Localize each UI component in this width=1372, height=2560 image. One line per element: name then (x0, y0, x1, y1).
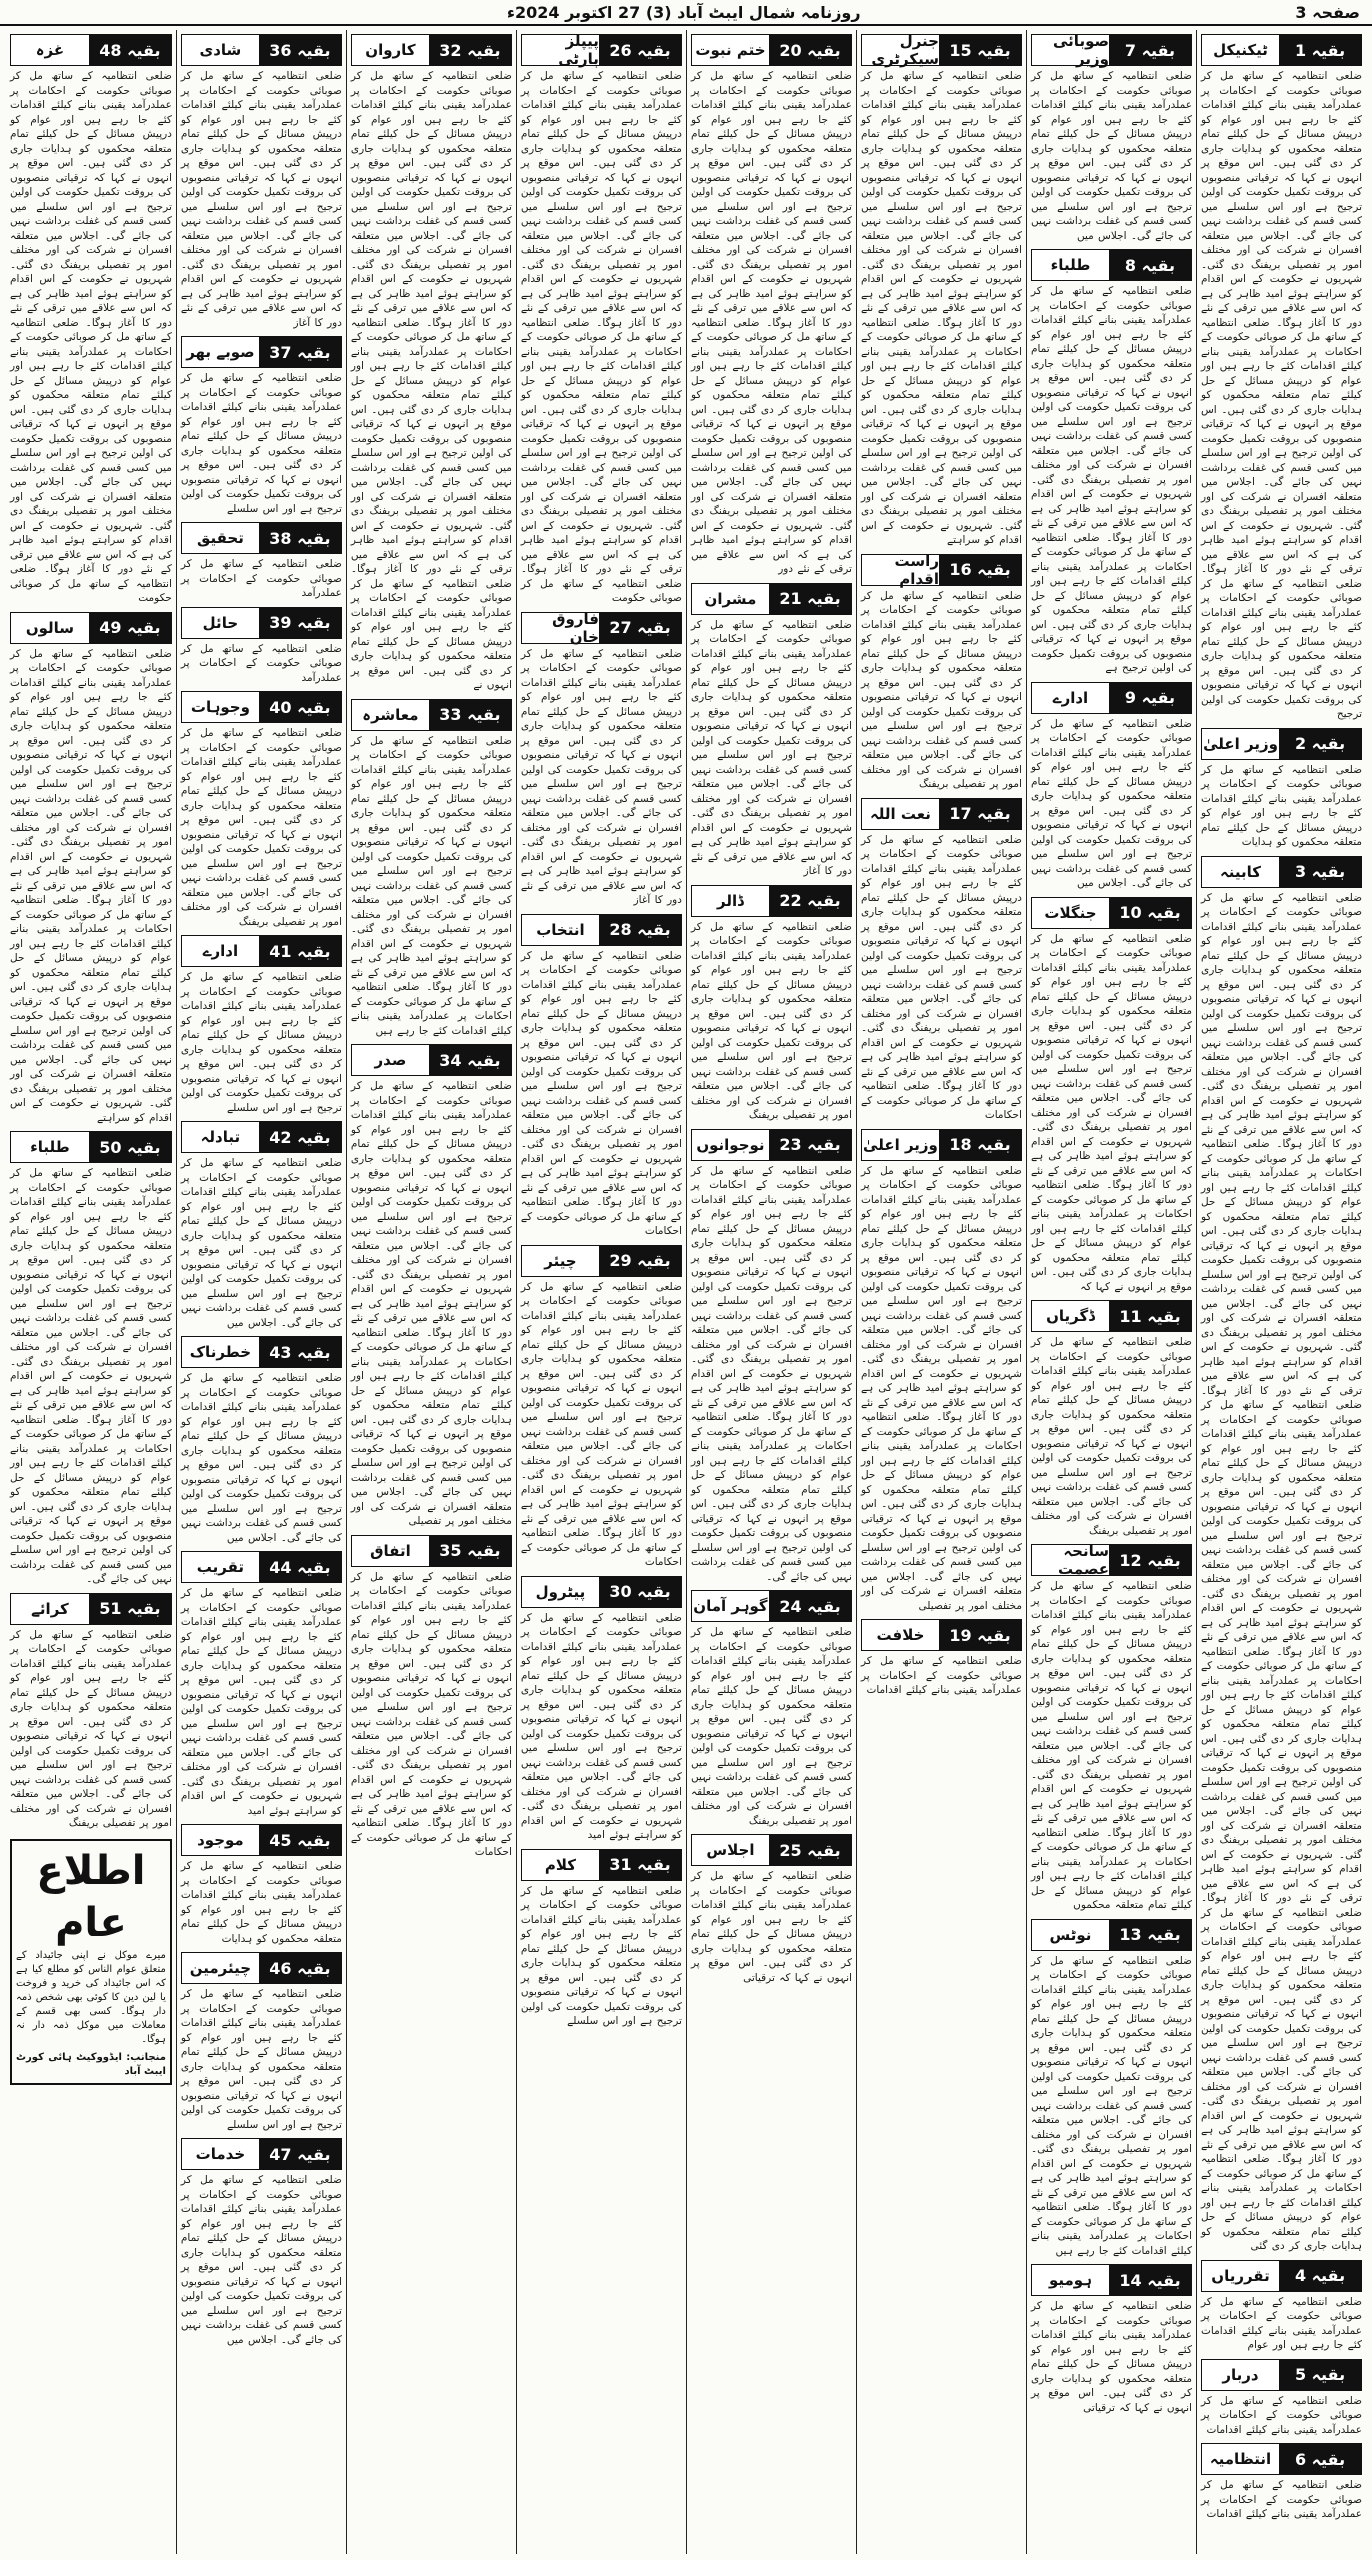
continuation-heading (351, 34, 512, 66)
article-text: ضلعی انتظامیہ کے ساتھ مل کر صوبائی حکومت کے احکامات پر عملدرآمد یقینی بنانے کیلئے اقدامات کئے جا رہے ہیں اور عوام کو درپیش مسائل کے حل کیلئے تمام متعلقہ محکموں کو ہدایات جاری کر دی گئی ہیں۔ اس موقع پر انہوں نے کہا کہ ترقیاتی منصوبوں کی بروقت تکمیل حکومت کی اولین ترجیح ہے اور اس سلسلے میں کسی قسم کی غفلت برداشت نہیں کی جائے گی۔ اجلاس میں متعلقہ افسران نے شرکت کی اور مختلف امور پر تفصیلی بریفنگ دی گئی۔ شہریوں نے حکومت کے اس اقدام کو سراہتے ہوئے امید ظاہر کی ہے کہ اس سے علاقے میں ترقی کے نئے دور کا آغاز ہوگا۔ ضلعی انتظامیہ کے ساتھ مل کر صوبائی حکومت کے احکامات پر عملدرآمد یقینی بنانے کیلئے اقدامات کئے جا رہے ہیں اور عوام کو درپیش مسائل کے حل کیلئے تمام متعلقہ محکموں کو ہدایات جاری کر دی گئی ہیں۔ اس موقع پر انہوں نے کہا کہ ترقیاتی منصوبوں کی بروقت تکمیل حکومت کی اولین ترجیح ہے اور اس سلسلے میں کسی قسم کی غفلت برداشت نہیں کی جائے گی۔ اجلاس میں متعلقہ افسران نے شرکت کی اور مختلف امور پر تفصیلی بریفنگ دی گئی۔ شہریوں نے حکومت کے اس اقدام کو سراہتے ہوئے امید ظاہر کی ہے کہ اس سے علاقے میں ترقی کے نئے دور کا آغاز ہوگا۔ ضلعی انتظامیہ کے ساتھ مل کر صوبائی حکومت کے احکامات پر عملدرآمد یقینی بنانے کیلئے اقدامات کئے جا رہے ہیں اور عوام کو درپیش مسائل کے حل کیلئے تمام متعلقہ محکموں کو ہدایات جاری کر دی گئی ہیں۔ اس موقع پر انہوں نے کہا کہ ترقیاتی منصوبوں کی بروقت تکمیل حکومت کی اولین ترجیح ہے اور اس سلسلے میں کسی قسم کی غفلت برداشت نہیں کی جائے گی۔ اجلاس میں متعلقہ افسران نے شرکت کی اور مختلف امور پر تفصیلی بریفنگ دی گئی۔ شہریوں نے حکومت کے اس اقدام کو سراہتے ہوئے امید ظاہر کی ہے کہ اس سے علاقے میں ترقی کے نئے دور کا آغاز ہوگا۔ ضلعی انتظامیہ کے ساتھ مل کر صوبائی حکومت کے احکامات پر عملدرآمد یقینی بنانے کیلئے اقدامات کئے جا رہے ہیں اور عوام کو درپیش مسائل کے حل کیلئے تمام متعلقہ محکموں کو ہدایات جاری کر دی گئی ہیں۔ اس موقع پر انہوں نے کہا کہ ترقیاتی منصوبوں کی بروقت تکمیل حکومت کی اولین ترجیح ہے اور اس سلسلے میں کسی قسم کی غفلت برداشت نہیں کی جائے گی۔ اجلاس میں متعلقہ افسران نے شرکت کی اور مختلف امور پر تفصیلی بریفنگ دی گئی۔ شہریوں نے حکومت کے اس اقدام کو سراہتے ہوئے امید ظاہر کی ہے کہ اس سے علاقے میں ترقی کے نئے دور کا آغاز ہوگا۔ ضلعی انتظامیہ کے ساتھ مل کر صوبائی حکومت کے احکامات پر عملدرآمد یقینی بنانے کیلئے اقدامات کئے جا رہے ہیں اور عوام کو درپیش مسائل کے حل کیلئے تمام متعلقہ محکموں کو ہدایات جاری کر دی گئی ہیں۔ اس موقع پر انہوں نے کہا کہ ترقیاتی منصوبوں کی بروقت تکمیل حکومت کی اولین ترجیح ہے اور اس سلسلے میں کسی قسم کی غفلت برداشت نہیں کی جائے گی۔ اجلاس میں متعلقہ افسران نے شرکت کی اور مختلف امور پر تفصیلی بریفنگ دی گئی۔ شہریوں نے حکومت کے اس اقدام کو سراہتے ہوئے امید ظاہر کی ہے کہ اس سے علاقے میں ترقی کے نئے دور کا آغاز ہوگا۔ ضلعی انتظامیہ کے ساتھ مل کر صوبائی حکومت کے احکامات پر عملدرآمد یقینی بنانے کیلئے اقدامات کئے جا رہے ہیں اور عوام کو درپیش مسائل کے حل کیلئے تمام متعلقہ محکموں کو ہدایات جاری کر دی گئی (1200, 891, 1362, 2252)
continuation-number: بقیہ 17 (939, 799, 1021, 829)
columns-grid (6, 30, 1366, 2554)
continuation-keyword: کرائے (11, 1594, 89, 1624)
article-text: ضلعی انتظامیہ کے ساتھ مل کر صوبائی حکومت کے احکامات پر عملدرآمد یقینی بنانے کیلئے اقدامات کئے جا رہے ہیں اور عوام کو درپیش مسائل کے حل کیلئے تمام متعلقہ محکموں کو ہدایات جاری کر دی گئی ہیں۔ اس موقع پر انہوں نے کہا کہ ترقیاتی منصوبوں کی بروقت تکمیل حکومت کی اولین ترجیح ہے اور اس سلسلے میں کسی قسم کی غفلت برداشت نہیں کی جائے گی۔ اجلاس میں متعلقہ افسران نے شرکت کی اور مختلف امور پر تفصیلی بریفنگ دی گئی۔ شہریوں نے حکومت کے اس اقدام کو سراہتے ہوئے امید ظاہر کی ہے کہ اس سے علاقے میں ترقی کے نئے دور کا آغاز ہوگا۔ ضلعی انتظامیہ کے ساتھ مل کر صوبائی حکومت کے احکامات پر عملدرآمد یقینی بنانے کیلئے اقدامات کئے جا رہے ہیں اور عوام کو درپیش مسائل کے حل کیلئے تمام متعلقہ محکموں کو ہدایات جاری کر دی گئی ہیں۔ اس موقع پر انہوں نے کہا کہ ترقیاتی منصوبوں کی بروقت تکمیل حکومت کی اولین ترجیح ہے اور اس سلسلے میں کسی قسم کی غفلت برداشت نہیں کی جائے گی۔ (690, 1164, 852, 1583)
continuation-heading (181, 1824, 342, 1856)
continuation-keyword: ادارے (182, 936, 259, 966)
continuation-number: بقیہ 19 (939, 1620, 1021, 1650)
article-text: ضلعی انتظامیہ کے ساتھ مل کر صوبائی حکومت کے احکامات پر عملدرآمد یقینی بنانے کیلئے اقدامات (860, 1655, 1022, 1696)
continuation-article (181, 691, 342, 929)
continuation-article (181, 935, 342, 1115)
continuation-article (181, 1121, 342, 1330)
continuation-heading (181, 522, 342, 554)
continuation-heading (1031, 34, 1192, 66)
article-text: ضلعی انتظامیہ کے ساتھ مل کر صوبائی حکومت کے احکامات پر عملدرآمد یقینی بنانے کیلئے اقدامات کئے جا رہے ہیں اور عوام کو درپیش مسائل کے حل کیلئے تمام متعلقہ محکموں کو ہدایات جاری کر دی گئی ہیں۔ اس موقع پر انہوں نے کہا کہ ترقیاتی منصوبوں کی بروقت تکمیل حکومت کی اولین ترجیح ہے اور اس سلسلے میں کسی قسم کی غفلت برداشت نہیں کی جائے گی۔ اجلاس میں متعلقہ افسران نے شرکت کی اور مختلف امور پر تفصیلی بریفنگ دی گئی۔ شہریوں نے حکومت کے اس اقدام کو سراہتے ہوئے امید (520, 1611, 682, 1841)
continuation-article (861, 34, 1022, 548)
continuation-number: بقیہ 48 (89, 35, 171, 65)
continuation-article (181, 1952, 342, 2132)
continuation-heading (181, 691, 342, 723)
continuation-article (10, 612, 172, 1126)
continuation-heading (181, 336, 342, 368)
continuation-keyword: اتفاق (352, 1536, 429, 1566)
article-text: ضلعی انتظامیہ کے ساتھ مل کر صوبائی حکومت کے احکامات پر عملدرآمد یقینی بنانے کیلئے اقدامات کئے جا رہے ہیں اور عوام کو درپیش مسائل کے حل کیلئے تمام متعلقہ محکموں کو ہدایات جاری کر دی گئی ہیں۔ اس موقع پر انہوں نے کہا کہ ترقیاتی منصوبوں کی بروقت تکمیل حکومت کی اولین ترجیح ہے اور اس سلسلے میں کسی قسم کی غفلت برداشت نہیں کی جائے گی۔ اجلاس میں متعلقہ افسران نے شرکت کی اور مختلف امور پر تفصیلی بریفنگ دی گئی۔ شہریوں نے حکومت کے اس اقدام کو سراہتے ہوئے امید ظاہر کی ہے کہ اس سے علاقے میں ترقی کے نئے دور کا آغاز ہوگا۔ ضلعی انتظامیہ کے ساتھ مل کر صوبائی حکومت کے احکامات (860, 833, 1022, 1121)
article-text: ضلعی انتظامیہ کے ساتھ مل کر صوبائی حکومت کے احکامات پر عملدرآمد یقینی بنانے کیلئے اقدامات (1200, 2394, 1362, 2436)
continuation-heading (691, 885, 852, 917)
continuation-number: بقیہ 25 (769, 1835, 851, 1865)
article-text: ضلعی انتظامیہ کے ساتھ مل کر صوبائی حکومت کے احکامات پر عملدرآمد یقینی بنانے کیلئے اقدامات کئے جا رہے ہیں اور عوام کو درپیش مسائل کے حل کیلئے تمام متعلقہ محکموں کو ہدایات جاری کر دی گئی ہیں۔ اس موقع پر انہوں نے کہا کہ ترقیاتی منصوبوں کی بروقت تکمیل حکومت کی اولین ترجیح ہے اور اس سلسلے (520, 1884, 682, 2027)
continuation-article (1201, 2443, 1362, 2522)
continuation-heading (1201, 2260, 1362, 2292)
article-text: ضلعی انتظامیہ کے ساتھ مل کر صوبائی حکومت کے احکامات پر عملدرآمد یقینی بنانے کیلئے اقدامات کئے جا رہے ہیں اور عوام (1200, 2295, 1362, 2351)
continuation-number: بقیہ 44 (259, 1552, 341, 1582)
continuation-keyword: فاروق خان (522, 613, 599, 643)
article-text: ضلعی انتظامیہ کے ساتھ مل کر صوبائی حکومت کے احکامات پر عملدرآمد یقینی بنانے کیلئے اقدامات کئے جا رہے ہیں اور عوام کو درپیش مسائل کے حل کیلئے تمام متعلقہ محکموں کو ہدایات جاری کر دی گئی ہیں۔ اس موقع پر انہوں نے کہا کہ ترقیاتی منصوبوں کی بروقت تکمیل حکومت کی اولین ترجیح ہے اور اس سلسلے میں کسی قسم کی غفلت برداشت نہیں کی جائے گی۔ اجلاس میں متعلقہ افسران نے شرکت کی اور مختلف امور پر تفصیلی بریفنگ دی گئی۔ شہریوں نے حکومت کے اس اقدام کو سراہتے ہوئے امید ظاہر کی ہے کہ اس سے علاقے میں ترقی کے نئے دور کا آغاز ہوگا۔ ضلعی انتظامیہ کے ساتھ مل کر صوبائی حکومت کے احکامات (520, 1280, 682, 1568)
public-notice-ad (10, 1839, 172, 2085)
continuation-number: بقیہ 51 (89, 1594, 171, 1624)
continuation-heading (10, 34, 172, 66)
article-text: ضلعی انتظامیہ کے ساتھ مل کر صوبائی حکومت کے احکامات پر عملدرآمد یقینی بنانے کیلئے اقدامات کئے جا رہے ہیں اور عوام کو درپیش مسائل کے حل کیلئے تمام متعلقہ محکموں کو ہدایات جاری کر دی گئی ہیں۔ اس موقع پر انہوں نے کہا کہ ترقیاتی منصوبوں کی بروقت تکمیل حکومت کی اولین ترجیح ہے اور اس سلسلے میں کسی قسم کی غفلت برداشت نہیں کی جائے گی۔ اجلاس میں متعلقہ افسران نے شرکت کی اور مختلف امور پر تفصیلی بریفنگ دی گئی۔ شہریوں نے حکومت کے اس اقدام کو سراہتے ہوئے امید ظاہر کی ہے کہ اس سے علاقے میں ترقی کے نئے دور کا آغاز ہوگا۔ ضلعی انتظامیہ کے ساتھ مل کر صوبائی حکومت کے احکامات پر عملدرآمد یقینی بنانے کیلئے اقدامات کئے جا رہے ہیں اور عوام کو درپیش مسائل کے حل کیلئے تمام متعلقہ محکموں کو ہدایات جاری کر دی گئی ہیں۔ اس موقع پر انہوں نے کہا کہ ترقیاتی منصوبوں کی بروقت تکمیل حکومت کی اولین ترجیح ہے اور اس سلسلے میں کسی قسم کی غفلت برداشت نہیں کی جائے گی۔ اجلاس میں متعلقہ افسران نے شرکت کی اور مختلف امور پر تفصیلی بریفنگ دی گئی۔ شہریوں نے حکومت کے اس اقدام کو سراہتے ہوئے امید ظاہر کی ہے کہ اس سے علاقے میں ترقی کے نئے دور کا آغاز ہوگا۔ ضلعی انتظامیہ کے ساتھ مل کر صوبائی حکومت کے احکامات پر عملدرآمد یقینی بنانے کیلئے اقدامات کئے جا رہے ہیں اور عوام کو درپیش مسائل کے حل کیلئے تمام متعلقہ محکموں کو ہدایات جاری کر دی گئی ہیں۔ اس موقع پر انہوں نے (350, 70, 512, 691)
continuation-heading (861, 1619, 1022, 1651)
continuation-keyword: کاروان (352, 35, 429, 65)
continuation-keyword: ختم نبوت (692, 35, 769, 65)
continuation-keyword: ہومیو (1032, 2265, 1109, 2295)
article-text: ضلعی انتظامیہ کے ساتھ مل کر صوبائی حکومت کے احکامات پر عملدرآمد یقینی بنانے کیلئے اقدامات کئے جا رہے ہیں اور عوام کو درپیش مسائل کے حل کیلئے تمام متعلقہ محکموں کو ہدایات جاری کر دی گئی ہیں۔ اس موقع پر انہوں نے کہا کہ ترقیاتی منصوبوں کی بروقت تکمیل حکومت کی اولین ترجیح ہے اور اس سلسلے میں کسی قسم کی غفلت برداشت نہیں کی جائے گی۔ اجلاس میں متعلقہ افسران نے شرکت کی اور مختلف امور پر تفصیلی بریفنگ دی گئی۔ شہریوں نے حکومت کے اس اقدام کو سراہتے ہوئے امید ظاہر کی ہے کہ اس سے علاقے میں ترقی کے نئے دور کا آغاز (520, 647, 682, 906)
article-text: ضلعی انتظامیہ کے ساتھ مل کر صوبائی حکومت کے احکامات پر عملدرآمد (180, 642, 342, 684)
continuation-keyword: سانحہ عصمت (1032, 1545, 1109, 1575)
article-text: ضلعی انتظامیہ کے ساتھ مل کر صوبائی حکومت کے احکامات پر عملدرآمد یقینی بنانے کیلئے اقدامات (1200, 2479, 1362, 2520)
article-text: ضلعی انتظامیہ کے ساتھ مل کر صوبائی حکومت کے احکامات پر عملدرآمد (180, 558, 342, 599)
continuation-number: بقیہ 27 (599, 613, 681, 643)
masthead-title: روزنامہ شمال ایبٹ آباد (3) 27 اکتوبر 2024ء (506, 2, 861, 22)
continuation-article (521, 34, 682, 606)
continuation-keyword: ڈالر (692, 886, 769, 916)
masthead-date: 27 اکتوبر 2024ء (506, 2, 641, 22)
column-1 (1196, 30, 1366, 2554)
continuation-number: بقیہ 9 (1109, 683, 1191, 713)
continuation-heading (1031, 1544, 1192, 1576)
continuation-article (351, 1044, 512, 1529)
continuation-keyword: دربار (1202, 2360, 1279, 2390)
continuation-article (181, 336, 342, 516)
continuation-heading (1031, 897, 1192, 929)
continuation-number: بقیہ 35 (429, 1536, 511, 1566)
continuation-keyword: اجلاس (692, 1835, 769, 1865)
continuation-heading (521, 1245, 682, 1277)
continuation-article (861, 1619, 1022, 1698)
column-4 (686, 30, 856, 2554)
column-2 (1026, 30, 1196, 2554)
article-text: ضلعی انتظامیہ کے ساتھ مل کر صوبائی حکومت کے احکامات پر عملدرآمد یقینی بنانے کیلئے اقدامات کئے جا رہے ہیں اور عوام کو درپیش مسائل کے حل کیلئے تمام متعلقہ محکموں کو ہدایات جاری کر دی گئی ہیں۔ اس موقع پر انہوں نے کہا کہ ترقیاتی منصوبوں کی بروقت تکمیل حکومت کی اولین ترجیح ہے اور اس سلسلے میں کسی قسم کی غفلت برداشت نہیں کی جائے گی۔ اجلاس میں (180, 1372, 342, 1544)
article-text: ضلعی انتظامیہ کے ساتھ مل کر صوبائی حکومت کے احکامات پر عملدرآمد یقینی بنانے کیلئے اقدامات کئے جا رہے ہیں اور عوام کو درپیش مسائل کے حل کیلئے تمام متعلقہ محکموں کو ہدایات جاری کر دی گئی ہیں۔ اس موقع پر انہوں نے کہا کہ ترقیاتی منصوبوں کی بروقت تکمیل حکومت کی اولین ترجیح ہے اور اس سلسلے میں کسی قسم کی غفلت برداشت نہیں کی جائے گی۔ اجلاس میں (1030, 70, 1192, 242)
notice-body: میرے موکل نے اپنی جائیداد کے متعلق عوام الناس کو مطلع کیا ہے کہ اس جائیداد کی خرید و فروخت یا لین دین کا کوئی بھی شخص ذمہ دار ہوگا۔ کسی بھی قسم کے معاملات میں موکل ذمہ دار نہ ہوگا۔ (16, 1949, 166, 2045)
continuation-heading (181, 607, 342, 639)
continuation-heading (181, 1336, 342, 1368)
continuation-heading (691, 1590, 852, 1622)
column-7 (176, 30, 346, 2554)
continuation-heading (181, 1952, 342, 1984)
article-text: ضلعی انتظامیہ کے ساتھ مل کر صوبائی حکومت کے احکامات پر عملدرآمد یقینی بنانے کیلئے اقدامات کئے جا رہے ہیں اور عوام کو درپیش مسائل کے حل کیلئے تمام متعلقہ محکموں کو ہدایات جاری کر دی گئی ہیں۔ اس موقع پر انہوں نے کہا کہ ترقیاتی منصوبوں کی بروقت تکمیل حکومت کی اولین ترجیح ہے اور اس سلسلے میں کسی قسم کی غفلت برداشت نہیں کی جائے گی۔ اجلاس میں متعلقہ افسران نے شرکت کی اور مختلف امور پر تفصیلی بریفنگ دی گئی۔ شہریوں نے حکومت کے اس اقدام کو سراہتے ہوئے امید (180, 1587, 342, 1817)
continuation-article (691, 885, 852, 1123)
continuation-number: بقیہ 7 (1109, 35, 1191, 65)
continuation-number: بقیہ 3 (1279, 857, 1361, 887)
continuation-keyword: صوبے بھر (182, 337, 259, 367)
continuation-number: بقیہ 2 (1279, 729, 1361, 759)
continuation-article (691, 34, 852, 577)
continuation-article (521, 914, 682, 1239)
continuation-heading (861, 1129, 1022, 1161)
continuation-keyword: غزہ (11, 35, 89, 65)
continuation-keyword: شادی (182, 35, 259, 65)
continuation-heading (351, 699, 512, 731)
continuation-keyword: ٹیکنیکل (1202, 35, 1279, 65)
continuation-heading (10, 612, 172, 644)
continuation-keyword: وزیر اعلیٰ (862, 1130, 939, 1160)
continuation-keyword: طلباء (11, 1132, 89, 1162)
continuation-number: بقیہ 37 (259, 337, 341, 367)
continuation-heading (1031, 1919, 1192, 1951)
continuation-keyword: تحقیق (182, 523, 259, 553)
continuation-heading (1031, 682, 1192, 714)
continuation-number: بقیہ 30 (599, 1577, 681, 1607)
continuation-article (1201, 728, 1362, 850)
article-text: ضلعی انتظامیہ کے ساتھ مل کر صوبائی حکومت کے احکامات پر عملدرآمد یقینی بنانے کیلئے اقدامات کئے جا رہے ہیں اور عوام کو درپیش مسائل کے حل کیلئے تمام متعلقہ محکموں کو ہدایات جاری کر دی گئی ہیں۔ اس موقع پر انہوں نے کہا کہ ترقیاتی منصوبوں کی بروقت تکمیل حکومت کی اولین ترجیح ہے اور اس سلسلے میں کسی قسم کی غفلت برداشت نہیں کی جائے گی۔ اجلاس میں متعلقہ افسران نے شرکت کی اور مختلف امور پر تفصیلی بریفنگ (860, 589, 1022, 790)
continuation-article (1031, 34, 1192, 243)
article-text: ضلعی انتظامیہ کے ساتھ مل کر صوبائی حکومت کے احکامات پر عملدرآمد یقینی بنانے کیلئے اقدامات کئے جا رہے ہیں اور عوام کو درپیش مسائل کے حل کیلئے تمام متعلقہ محکموں کو ہدایات جاری کر دی گئی ہیں۔ اس موقع پر انہوں نے کہا کہ ترقیاتی منصوبوں کی بروقت تکمیل حکومت کی اولین ترجیح ہے اور اس سلسلے میں کسی قسم کی غفلت برداشت نہیں کی جائے گی۔ اجلاس میں متعلقہ افسران نے شرکت کی اور مختلف امور پر تفصیلی بریفنگ (1030, 1336, 1192, 1537)
continuation-heading (1201, 34, 1362, 66)
continuation-article (521, 1245, 682, 1570)
continuation-article (521, 1849, 682, 2029)
continuation-number: بقیہ 46 (259, 1953, 341, 1983)
continuation-keyword: چیئر (522, 1246, 599, 1276)
article-text: ضلعی انتظامیہ کے ساتھ مل کر صوبائی حکومت کے احکامات پر عملدرآمد یقینی بنانے کیلئے اقدامات کئے جا رہے ہیں اور عوام کو درپیش مسائل کے حل کیلئے تمام متعلقہ محکموں کو ہدایات جاری کر دی گئی ہیں۔ اس موقع پر انہوں نے کہا کہ ترقیاتی منصوبوں کی بروقت تکمیل حکومت کی اولین ترجیح ہے اور اس سلسلے میں کسی قسم کی غفلت برداشت نہیں کی جائے گی۔ اجلاس میں متعلقہ افسران نے شرکت کی اور مختلف امور پر تفصیلی بریفنگ دی گئی۔ شہریوں نے حکومت کے اس اقدام کو سراہتے ہوئے امید ظاہر کی ہے کہ اس سے علاقے میں ترقی کے نئے دور کا آغاز ہوگا۔ ضلعی انتظامیہ کے ساتھ مل کر صوبائی حکومت کے احکامات پر عملدرآمد یقینی بنانے کیلئے اقدامات کئے جا رہے ہیں (1030, 1954, 1192, 2257)
article-text: ضلعی انتظامیہ کے ساتھ مل کر صوبائی حکومت کے احکامات پر عملدرآمد یقینی بنانے کیلئے اقدامات کئے جا رہے ہیں اور عوام کو درپیش مسائل کے حل کیلئے تمام متعلقہ محکموں کو ہدایات جاری کر دی گئی ہیں۔ اس موقع پر انہوں نے کہا کہ ترقیاتی منصوبوں کی بروقت تکمیل حکومت کی اولین ترجیح ہے اور اس سلسلے میں کسی قسم کی غفلت برداشت نہیں کی جائے گی۔ اجلاس میں متعلقہ افسران نے شرکت کی اور مختلف امور پر تفصیلی بریفنگ دی گئی۔ شہریوں نے حکومت کے اس اقدام کو سراہتے ہوئے امید ظاہر کی ہے کہ اس سے علاقے میں ترقی کے نئے دور کا آغاز ہوگا۔ ضلعی انتظامیہ کے ساتھ مل کر صوبائی حکومت کے احکامات پر عملدرآمد یقینی بنانے کیلئے اقدامات کئے جا رہے ہیں اور عوام کو درپیش مسائل کے حل کیلئے تمام متعلقہ محکموں کو ہدایات جاری کر دی گئی ہیں۔ اس موقع پر انہوں نے کہا کہ ترقیاتی منصوبوں کی بروقت تکمیل حکومت کی اولین ترجیح ہے اور اس سلسلے میں کسی قسم کی غفلت برداشت نہیں کی جائے گی۔ (10, 1167, 172, 1585)
continuation-keyword: نوٹس (1032, 1920, 1109, 1950)
page-number: صفحہ 3 (1295, 2, 1360, 22)
continuation-article (1031, 1300, 1192, 1538)
continuation-keyword: تقریب (182, 1552, 259, 1582)
article-text: ضلعی انتظامیہ کے ساتھ مل کر صوبائی حکومت کے احکامات پر عملدرآمد یقینی بنانے کیلئے اقدامات کئے جا رہے ہیں اور عوام کو درپیش مسائل کے حل کیلئے تمام متعلقہ محکموں کو ہدایات جاری کر دی گئی ہیں۔ اس موقع پر انہوں نے کہا کہ ترقیاتی منصوبوں کی بروقت تکمیل حکومت کی اولین ترجیح ہے اور اس سلسلے میں کسی قسم کی غفلت برداشت نہیں کی جائے گی۔ اجلاس میں متعلقہ افسران نے شرکت کی اور مختلف امور پر تفصیلی بریفنگ دی گئی۔ شہریوں نے حکومت کے اس اقدام کو سراہتے ہوئے امید ظاہر کی ہے کہ اس سے علاقے میں ترقی کے نئے دور کا آغاز ہوگا۔ ضلعی انتظامیہ کے ساتھ مل کر صوبائی حکومت کے احکامات (520, 949, 682, 1237)
continuation-keyword: انتخاب (522, 915, 599, 945)
continuation-article (351, 1535, 512, 1860)
continuation-keyword: مشران (692, 584, 769, 614)
article-text: ضلعی انتظامیہ کے ساتھ مل کر صوبائی حکومت کے احکامات پر عملدرآمد یقینی بنانے کیلئے اقدامات کئے جا رہے ہیں اور عوام کو درپیش مسائل کے حل کیلئے تمام متعلقہ محکموں کو ہدایات جاری کر دی گئی ہیں۔ اس موقع پر انہوں نے کہا کہ ترقیاتی منصوبوں کی بروقت تکمیل حکومت کی اولین ترجیح ہے اور اس سلسلے (180, 1988, 342, 2131)
continuation-keyword: ادارے (1032, 683, 1109, 713)
continuation-keyword: پیپلز پارٹی (522, 35, 599, 65)
continuation-number: بقیہ 49 (89, 613, 171, 643)
continuation-heading (181, 34, 342, 66)
continuation-heading (1031, 2264, 1192, 2296)
continuation-article (520, 609, 682, 908)
continuation-article (1201, 2359, 1362, 2438)
continuation-heading (521, 1576, 682, 1608)
continuation-article (691, 1129, 852, 1585)
continuation-number: بقیہ 21 (769, 584, 851, 614)
continuation-article (1201, 2260, 1362, 2353)
article-text: ضلعی انتظامیہ کے ساتھ مل کر صوبائی حکومت کے احکامات پر عملدرآمد یقینی بنانے کیلئے اقدامات کئے جا رہے ہیں اور عوام کو درپیش مسائل کے حل کیلئے تمام متعلقہ محکموں کو ہدایات جاری کر دی گئی ہیں۔ اس موقع پر انہوں نے کہا کہ ترقیاتی منصوبوں کی بروقت تکمیل حکومت کی اولین ترجیح ہے اور اس سلسلے میں کسی قسم کی غفلت برداشت نہیں کی جائے گی۔ اجلاس میں متعلقہ افسران نے شرکت کی اور مختلف امور پر تفصیلی بریفنگ دی گئی۔ شہریوں نے حکومت کے اس اقدام کو سراہتے ہوئے امید ظاہر کی ہے کہ اس سے علاقے میں ترقی کے نئے دور کا آغاز ہوگا۔ ضلعی انتظامیہ کے ساتھ مل کر صوبائی حکومت کے احکامات (350, 1570, 512, 1858)
continuation-heading (181, 1121, 342, 1153)
masthead (0, 0, 1372, 26)
continuation-heading (1031, 1300, 1192, 1332)
masthead-page-index: (3) (645, 2, 672, 22)
continuation-article (181, 2138, 342, 2347)
article-text: ضلعی انتظامیہ کے ساتھ مل کر صوبائی حکومت کے احکامات پر عملدرآمد یقینی بنانے کیلئے اقدامات کئے جا رہے ہیں اور عوام کو درپیش مسائل کے حل کیلئے تمام متعلقہ محکموں کو ہدایات جاری کر دی گئی ہیں۔ اس موقع پر انہوں نے کہا کہ ترقیاتی منصوبوں کی بروقت تکمیل حکومت کی اولین ترجیح ہے اور اس سلسلے میں کسی قسم کی غفلت برداشت نہیں کی جائے گی۔ اجلاس میں متعلقہ افسران نے شرکت کی اور مختلف امور پر تفصیلی بریفنگ دی گئی۔ شہریوں نے حکومت کے اس اقدام کو سراہتے ہوئے امید ظاہر کی ہے کہ اس سے علاقے میں ترقی کے نئے دور کا آغاز ہوگا۔ ضلعی انتظامیہ کے ساتھ مل کر صوبائی حکومت کے احکامات پر عملدرآمد یقینی بنانے کیلئے اقدامات کئے جا رہے ہیں اور عوام کو درپیش مسائل کے حل کیلئے تمام متعلقہ محکموں کو ہدایات جاری کر دی گئی ہیں۔ اس موقع پر انہوں نے کہا کہ (1030, 932, 1192, 1293)
continuation-article (181, 607, 342, 686)
continuation-heading (521, 914, 682, 946)
continuation-heading (181, 935, 342, 967)
continuation-article (181, 34, 342, 330)
continuation-heading (1201, 856, 1362, 888)
notice-title: اطلاع عام (36, 1847, 146, 1946)
continuation-number: بقیہ 28 (599, 915, 681, 945)
continuation-keyword: خلافت (862, 1620, 939, 1650)
continuation-number: بقیہ 6 (1279, 2444, 1361, 2474)
article-text: ضلعی انتظامیہ کے ساتھ مل کر صوبائی حکومت کے احکامات پر عملدرآمد یقینی بنانے کیلئے اقدامات کئے جا رہے ہیں اور عوام کو درپیش مسائل کے حل کیلئے تمام متعلقہ محکموں کو ہدایات (180, 1860, 342, 1945)
continuation-article (1201, 34, 1362, 722)
continuation-heading (181, 2138, 342, 2170)
continuation-number: بقیہ 26 (599, 35, 681, 65)
continuation-number: بقیہ 36 (259, 35, 341, 65)
continuation-number: بقیہ 20 (769, 35, 851, 65)
continuation-heading (521, 34, 682, 66)
continuation-keyword: صوبائی وزیر (1032, 35, 1109, 65)
article-text: ضلعی انتظامیہ کے ساتھ مل کر صوبائی حکومت کے احکامات پر عملدرآمد یقینی بنانے کیلئے اقدامات کئے جا رہے ہیں اور عوام کو درپیش مسائل کے حل کیلئے تمام متعلقہ محکموں کو ہدایات جاری کر دی گئی ہیں۔ اس موقع پر انہوں نے کہا کہ ترقیاتی منصوبوں کی بروقت تکمیل حکومت کی اولین ترجیح ہے اور اس سلسلے میں کسی قسم کی غفلت برداشت نہیں کی جائے گی۔ اجلاس میں متعلقہ افسران نے شرکت کی اور مختلف امور پر تفصیلی بریفنگ دی گئی۔ شہریوں نے حکومت کے اس اقدام کو سراہتے ہوئے امید ظاہر کی ہے کہ اس سے علاقے میں ترقی کے نئے دور کا آغاز (180, 70, 342, 329)
continuation-number: بقیہ 47 (259, 2139, 341, 2169)
continuation-number: بقیہ 43 (259, 1337, 341, 1367)
continuation-keyword: حائل (182, 608, 259, 638)
continuation-keyword: پیٹرول (522, 1577, 599, 1607)
continuation-number: بقیہ 10 (1109, 898, 1191, 928)
continuation-article (1031, 897, 1192, 1295)
continuation-heading (691, 1834, 852, 1866)
article-text: ضلعی انتظامیہ کے ساتھ مل کر صوبائی حکومت کے احکامات پر عملدرآمد یقینی بنانے کیلئے اقدامات کئے جا رہے ہیں اور عوام کو درپیش مسائل کے حل کیلئے تمام متعلقہ محکموں کو ہدایات جاری کر دی گئی ہیں۔ اس موقع پر انہوں نے کہا کہ ترقیاتی منصوبوں کی بروقت تکمیل حکومت کی اولین ترجیح ہے اور اس سلسلے میں کسی قسم کی غفلت برداشت نہیں کی جائے گی۔ اجلاس میں متعلقہ افسران نے شرکت کی اور مختلف امور پر تفصیلی بریفنگ دی گئی۔ شہریوں نے حکومت کے اس اقدام کو سراہتے ہوئے امید ظاہر کی ہے کہ اس سے علاقے میں ترقی کے نئے دور کا آغاز ہوگا۔ ضلعی انتظامیہ کے ساتھ مل کر صوبائی حکومت کے احکامات پر عملدرآمد یقینی بنانے کیلئے اقدامات کئے جا رہے ہیں اور عوام کو درپیش مسائل کے حل کیلئے تمام متعلقہ محکموں کو ہدایات جاری کر دی گئی ہیں۔ اس موقع پر انہوں نے کہا کہ ترقیاتی منصوبوں کی بروقت تکمیل حکومت کی اولین ترجیح ہے اور اس سلسلے میں کسی قسم کی غفلت برداشت نہیں کی جائے گی۔ اجلاس میں متعلقہ افسران نے شرکت کی اور مختلف امور پر تفصیلی (860, 1164, 1022, 1612)
continuation-article (691, 583, 852, 879)
continuation-number: بقیہ 5 (1279, 2360, 1361, 2390)
continuation-heading (351, 1535, 512, 1567)
column-6 (346, 30, 516, 2554)
continuation-keyword: چیئرمین (182, 1953, 259, 1983)
continuation-article (861, 1129, 1022, 1614)
column-8 (6, 30, 176, 2554)
continuation-number: بقیہ 29 (599, 1246, 681, 1276)
continuation-heading (351, 1044, 512, 1076)
article-text: ضلعی انتظامیہ کے ساتھ مل کر صوبائی حکومت کے احکامات پر عملدرآمد یقینی بنانے کیلئے اقدامات کئے جا رہے ہیں اور عوام کو درپیش مسائل کے حل کیلئے تمام متعلقہ محکموں کو ہدایات جاری کر دی گئی ہیں۔ اس موقع پر انہوں نے کہا کہ ترقیاتی (690, 1870, 852, 1984)
continuation-number: بقیہ 1 (1279, 35, 1361, 65)
continuation-heading (861, 551, 1022, 588)
continuation-number: بقیہ 33 (429, 700, 511, 730)
article-text: ضلعی انتظامیہ کے ساتھ مل کر صوبائی حکومت کے احکامات پر عملدرآمد یقینی بنانے کیلئے اقدامات کئے جا رہے ہیں اور عوام کو درپیش مسائل کے حل کیلئے تمام متعلقہ محکموں کو ہدایات جاری کر دی گئی ہیں۔ اس موقع پر انہوں نے کہا کہ ترقیاتی منصوبوں کی بروقت تکمیل حکومت کی اولین ترجیح ہے اور اس سلسلے (180, 372, 342, 515)
continuation-number: بقیہ 41 (259, 936, 341, 966)
continuation-heading (861, 34, 1022, 66)
continuation-article (1031, 2264, 1192, 2415)
continuation-heading (691, 583, 852, 615)
continuation-number: بقیہ 4 (1279, 2261, 1361, 2291)
continuation-keyword: گوہر آمان (692, 1591, 769, 1621)
continuation-keyword: خدمات (182, 2139, 259, 2169)
continuation-article (181, 1824, 342, 1946)
continuation-keyword: صدر (352, 1045, 429, 1075)
continuation-article (351, 34, 512, 693)
continuation-number: بقیہ 45 (259, 1825, 341, 1855)
continuation-heading (861, 798, 1022, 830)
continuation-keyword: راست اقدام (862, 555, 939, 585)
continuation-heading (521, 1849, 682, 1881)
article-text: ضلعی انتظامیہ کے ساتھ مل کر صوبائی حکومت کے احکامات پر عملدرآمد یقینی بنانے کیلئے اقدامات کئے جا رہے ہیں اور عوام کو درپیش مسائل کے حل کیلئے تمام متعلقہ محکموں کو ہدایات جاری کر دی گئی ہیں۔ اس موقع پر انہوں نے کہا کہ ترقیاتی منصوبوں کی بروقت تکمیل حکومت کی اولین ترجیح ہے اور اس سلسلے میں کسی قسم کی غفلت برداشت نہیں کی جائے گی۔ اجلاس میں متعلقہ افسران نے شرکت کی اور مختلف امور پر تفصیلی بریفنگ دی گئی۔ شہریوں نے حکومت کے اس اقدام کو سراہتے ہوئے امید ظاہر کی ہے کہ اس سے علاقے میں ترقی کے نئے دور کا آغاز ہوگا۔ ضلعی انتظامیہ کے ساتھ مل کر صوبائی حکومت کے احکامات پر عملدرآمد یقینی بنانے کیلئے اقدامات کئے جا رہے ہیں اور عوام کو درپیش مسائل کے حل کیلئے تمام متعلقہ محکموں کو ہدایات جاری کر دی گئی ہیں۔ اس موقع پر انہوں نے کہا کہ ترقیاتی منصوبوں کی بروقت تکمیل حکومت کی اولین ترجیح ہے اور اس سلسلے میں کسی قسم کی غفلت برداشت نہیں کی جائے گی۔ اجلاس میں متعلقہ افسران نے شرکت کی اور مختلف امور پر تفصیلی بریفنگ دی گئی۔ شہریوں نے حکومت کے اس اقدام کو سراہتے ہوئے امید ظاہر کی ہے کہ اس سے علاقے میں ترقی کے نئے دور کا آغاز ہوگا۔ ضلعی انتظامیہ کے ساتھ مل کر صوبائی حکومت (520, 70, 682, 604)
notice-signature: منجانب: ایڈووکیٹ ہائی کورٹ ایبٹ آباد (16, 2051, 166, 2077)
continuation-number: بقیہ 23 (769, 1130, 851, 1160)
continuation-heading (691, 1129, 852, 1161)
continuation-heading (691, 34, 852, 66)
article-text: ضلعی انتظامیہ کے ساتھ مل کر صوبائی حکومت کے احکامات پر عملدرآمد یقینی بنانے کیلئے اقدامات کئے جا رہے ہیں اور عوام کو درپیش مسائل کے حل کیلئے تمام متعلقہ محکموں کو ہدایات جاری کر دی گئی ہیں۔ اس موقع پر انہوں نے کہا کہ ترقیاتی (1030, 2300, 1192, 2414)
continuation-article (861, 798, 1022, 1123)
continuation-heading (521, 609, 682, 646)
article-text: ضلعی انتظامیہ کے ساتھ مل کر صوبائی حکومت کے احکامات پر عملدرآمد یقینی بنانے کیلئے اقدامات کئے جا رہے ہیں اور عوام کو درپیش مسائل کے حل کیلئے تمام متعلقہ محکموں کو ہدایات جاری کر دی گئی ہیں۔ اس موقع پر انہوں نے کہا کہ ترقیاتی منصوبوں کی بروقت تکمیل حکومت کی اولین ترجیح ہے اور اس سلسلے میں کسی قسم کی غفلت برداشت نہیں کی جائے گی۔ اجلاس میں متعلقہ افسران نے شرکت کی اور مختلف امور پر تفصیلی بریفنگ دی گئی۔ شہریوں نے حکومت کے اس اقدام کو سراہتے ہوئے امید ظاہر کی ہے کہ اس سے علاقے میں ترقی کے نئے دور کا آغاز ہوگا۔ ضلعی انتظامیہ کے ساتھ مل کر صوبائی حکومت کے احکامات پر عملدرآمد یقینی بنانے کیلئے اقدامات کئے جا رہے ہیں اور عوام کو درپیش مسائل کے حل کیلئے تمام متعلقہ محکموں کو ہدایات جاری کر دی گئی ہیں۔ اس موقع پر انہوں نے کہا کہ ترقیاتی منصوبوں کی بروقت تکمیل حکومت کی اولین ترجیح ہے اور اس سلسلے میں کسی قسم کی غفلت برداشت نہیں کی جائے گی۔ اجلاس میں متعلقہ افسران نے شرکت کی اور مختلف امور پر تفصیلی بریفنگ دی گئی۔ شہریوں نے حکومت کے اس اقدام کو سراہتے ہوئے امید ظاہر کی ہے کہ اس سے علاقے میں ترقی کے نئے دور کا آغاز ہوگا۔ ضلعی انتظامیہ کے ساتھ مل کر صوبائی حکومت کے احکامات پر عملدرآمد یقینی بنانے کیلئے اقدامات کئے جا رہے ہیں اور عوام کو درپیش مسائل کے حل کیلئے تمام متعلقہ محکموں کو ہدایات جاری کر دی گئی ہیں۔ اس موقع پر انہوں نے کہا کہ ترقیاتی منصوبوں کی بروقت تکمیل حکومت کی اولین ترجیح (1200, 70, 1362, 720)
continuation-heading (10, 1131, 172, 1163)
continuation-article (521, 1576, 682, 1843)
continuation-number: بقیہ 38 (259, 523, 341, 553)
continuation-keyword: وجوہات (182, 692, 259, 722)
continuation-keyword: جنرل سیکرٹری (862, 35, 939, 65)
article-text: ضلعی انتظامیہ کے ساتھ مل کر صوبائی حکومت کے احکامات پر عملدرآمد یقینی بنانے کیلئے اقدامات کئے جا رہے ہیں اور عوام کو درپیش مسائل کے حل کیلئے تمام متعلقہ محکموں کو ہدایات جاری کر دی گئی ہیں۔ اس موقع پر انہوں نے کہا کہ ترقیاتی منصوبوں کی بروقت تکمیل حکومت کی اولین ترجیح ہے اور اس سلسلے میں کسی قسم کی غفلت برداشت نہیں کی جائے گی۔ اجلاس میں متعلقہ افسران نے شرکت کی اور مختلف امور پر تفصیلی بریفنگ (690, 920, 852, 1121)
continuation-heading (1031, 249, 1192, 281)
continuation-keyword: کابینہ (1202, 857, 1279, 887)
continuation-number: بقیہ 40 (259, 692, 341, 722)
continuation-article (1031, 249, 1192, 676)
continuation-keyword: وزیر اعلیٰ (1202, 729, 1279, 759)
continuation-article (10, 1593, 172, 1831)
continuation-number: بقیہ 22 (769, 886, 851, 916)
continuation-number: بقیہ 13 (1109, 1920, 1191, 1950)
continuation-article (10, 34, 172, 606)
continuation-article (181, 1551, 342, 1818)
continuation-article (351, 699, 512, 1039)
continuation-number: بقیہ 39 (259, 608, 341, 638)
article-text: ضلعی انتظامیہ کے ساتھ مل کر صوبائی حکومت کے احکامات پر عملدرآمد یقینی بنانے کیلئے اقدامات کئے جا رہے ہیں اور عوام کو درپیش مسائل کے حل کیلئے تمام متعلقہ محکموں کو ہدایات جاری کر دی گئی ہیں۔ اس موقع پر انہوں نے کہا کہ ترقیاتی منصوبوں کی بروقت تکمیل حکومت کی اولین ترجیح ہے اور اس سلسلے میں کسی قسم کی غفلت برداشت نہیں کی جائے گی۔ اجلاس میں (180, 1157, 342, 1329)
article-text: ضلعی انتظامیہ کے ساتھ مل کر صوبائی حکومت کے احکامات پر عملدرآمد یقینی بنانے کیلئے اقدامات کئے جا رہے ہیں اور عوام کو درپیش مسائل کے حل کیلئے تمام متعلقہ محکموں کو ہدایات جاری کر دی گئی ہیں۔ اس موقع پر انہوں نے کہا کہ ترقیاتی منصوبوں کی بروقت تکمیل حکومت کی اولین ترجیح ہے اور اس سلسلے میں کسی قسم کی غفلت برداشت نہیں کی جائے گی۔ اجلاس میں متعلقہ افسران نے شرکت کی اور مختلف امور پر تفصیلی بریفنگ دی گئی۔ شہریوں نے حکومت کے اس اقدام کو سراہتے ہوئے امید ظاہر کی ہے کہ اس سے علاقے میں ترقی کے نئے دور کا آغاز ہوگا۔ ضلعی انتظامیہ کے ساتھ مل کر صوبائی حکومت کے احکامات پر عملدرآمد یقینی بنانے کیلئے اقدامات کئے جا رہے ہیں (350, 734, 512, 1037)
continuation-number: بقیہ 24 (769, 1591, 851, 1621)
continuation-keyword: طلباء (1032, 250, 1109, 280)
continuation-number: بقیہ 8 (1109, 250, 1191, 280)
continuation-keyword: خطرناک (182, 1337, 259, 1367)
continuation-article (181, 1336, 342, 1545)
article-text: ضلعی انتظامیہ کے ساتھ مل کر صوبائی حکومت کے احکامات پر عملدرآمد یقینی بنانے کیلئے اقدامات کئے جا رہے ہیں اور عوام کو درپیش مسائل کے حل کیلئے تمام متعلقہ محکموں کو ہدایات جاری کر دی گئی ہیں۔ اس موقع پر انہوں نے کہا کہ ترقیاتی منصوبوں کی بروقت تکمیل حکومت کی اولین ترجیح ہے اور اس سلسلے میں کسی قسم کی غفلت برداشت نہیں کی جائے گی۔ اجلاس میں متعلقہ افسران نے شرکت کی اور مختلف امور پر تفصیلی بریفنگ (10, 1628, 172, 1829)
continuation-number: بقیہ 12 (1109, 1545, 1191, 1575)
continuation-keyword: موجود (182, 1825, 259, 1855)
article-text: ضلعی انتظامیہ کے ساتھ مل کر صوبائی حکومت کے احکامات پر عملدرآمد یقینی بنانے کیلئے اقدامات کئے جا رہے ہیں اور عوام کو درپیش مسائل کے حل کیلئے تمام متعلقہ محکموں کو ہدایات جاری کر دی گئی ہیں۔ اس موقع پر انہوں نے کہا کہ ترقیاتی منصوبوں کی بروقت تکمیل حکومت کی اولین ترجیح ہے اور اس سلسلے میں کسی قسم کی غفلت برداشت نہیں کی جائے گی۔ اجلاس میں (1030, 717, 1192, 889)
continuation-article (10, 1131, 172, 1587)
article-text: ضلعی انتظامیہ کے ساتھ مل کر صوبائی حکومت کے احکامات پر عملدرآمد یقینی بنانے کیلئے اقدامات کئے جا رہے ہیں اور عوام کو درپیش مسائل کے حل کیلئے تمام متعلقہ محکموں کو ہدایات جاری کر دی گئی ہیں۔ اس موقع پر انہوں نے کہا کہ ترقیاتی منصوبوں کی بروقت تکمیل حکومت کی اولین ترجیح ہے اور اس سلسلے میں کسی قسم کی غفلت برداشت نہیں کی جائے گی۔ اجلاس میں متعلقہ افسران نے شرکت کی اور مختلف امور پر تفصیلی بریفنگ دی گئی۔ شہریوں نے حکومت کے اس اقدام کو سراہتے ہوئے امید ظاہر کی ہے کہ اس سے علاقے میں ترقی کے نئے دور کا آغاز ہوگا۔ ضلعی انتظامیہ کے ساتھ مل کر صوبائی حکومت کے احکامات پر عملدرآمد یقینی بنانے کیلئے اقدامات کئے جا رہے ہیں اور عوام کو درپیش مسائل کے حل کیلئے تمام متعلقہ محکموں کو ہدایات جاری کر دی گئی ہیں۔ اس موقع پر انہوں نے کہا کہ ترقیاتی منصوبوں کی بروقت تکمیل حکومت کی اولین ترجیح ہے اور اس سلسلے میں کسی قسم کی غفلت برداشت نہیں کی جائے گی۔ اجلاس میں متعلقہ افسران نے شرکت کی اور مختلف امور پر تفصیلی (350, 1080, 512, 1527)
article-text: ضلعی انتظامیہ کے ساتھ مل کر صوبائی حکومت کے احکامات پر عملدرآمد یقینی بنانے کیلئے اقدامات کئے جا رہے ہیں اور عوام کو درپیش مسائل کے حل کیلئے تمام متعلقہ محکموں کو ہدایات جاری کر دی گئی ہیں۔ اس موقع پر انہوں نے کہا کہ ترقیاتی منصوبوں کی بروقت تکمیل حکومت کی اولین ترجیح ہے اور اس سلسلے میں کسی قسم کی غفلت برداشت نہیں کی جائے گی۔ اجلاس میں متعلقہ افسران نے شرکت کی اور مختلف امور پر تفصیلی بریفنگ (180, 727, 342, 928)
column-3 (856, 30, 1026, 2554)
continuation-number: بقیہ 32 (429, 35, 511, 65)
continuation-keyword: معاشرہ (352, 700, 429, 730)
continuation-article (1031, 682, 1192, 891)
continuation-number: بقیہ 50 (89, 1132, 171, 1162)
continuation-article (1031, 1544, 1192, 1913)
continuation-number: بقیہ 11 (1109, 1301, 1191, 1331)
continuation-number: بقیہ 15 (939, 35, 1021, 65)
continuation-heading (1201, 728, 1362, 760)
continuation-article (1031, 1919, 1192, 2259)
continuation-number: بقیہ 34 (429, 1045, 511, 1075)
continuation-number: بقیہ 31 (599, 1850, 681, 1880)
continuation-number: بقیہ 42 (259, 1122, 341, 1152)
article-text: ضلعی انتظامیہ کے ساتھ مل کر صوبائی حکومت کے احکامات پر عملدرآمد یقینی بنانے کیلئے اقدامات کئے جا رہے ہیں اور عوام کو درپیش مسائل کے حل کیلئے تمام متعلقہ محکموں کو ہدایات (1200, 763, 1362, 848)
article-text: ضلعی انتظامیہ کے ساتھ مل کر صوبائی حکومت کے احکامات پر عملدرآمد یقینی بنانے کیلئے اقدامات کئے جا رہے ہیں اور عوام کو درپیش مسائل کے حل کیلئے تمام متعلقہ محکموں کو ہدایات جاری کر دی گئی ہیں۔ اس موقع پر انہوں نے کہا کہ ترقیاتی منصوبوں کی بروقت تکمیل حکومت کی اولین ترجیح ہے اور اس سلسلے میں کسی قسم کی غفلت برداشت نہیں کی جائے گی۔ اجلاس میں متعلقہ افسران نے شرکت کی اور مختلف امور پر تفصیلی بریفنگ دی گئی۔ شہریوں نے حکومت کے اس اقدام کو سراہتے ہوئے امید ظاہر کی ہے کہ اس سے علاقے میں ترقی کے نئے دور کا آغاز ہوگا۔ ضلعی انتظامیہ کے ساتھ مل کر صوبائی حکومت کے احکامات پر عملدرآمد یقینی بنانے کیلئے اقدامات کئے جا رہے ہیں اور عوام کو درپیش مسائل کے حل کیلئے تمام متعلقہ محکموں کو ہدایات جاری کر دی گئی ہیں۔ اس موقع پر انہوں نے کہا کہ ترقیاتی منصوبوں کی بروقت تکمیل حکومت کی اولین ترجیح ہے اور اس سلسلے میں کسی قسم کی غفلت برداشت نہیں کی جائے گی۔ اجلاس میں متعلقہ افسران نے شرکت کی اور مختلف امور پر تفصیلی بریفنگ دی گئی۔ شہریوں نے حکومت کے اس اقدام کو سراہتے (10, 647, 172, 1124)
article-text: ضلعی انتظامیہ کے ساتھ مل کر صوبائی حکومت کے احکامات پر عملدرآمد یقینی بنانے کیلئے اقدامات کئے جا رہے ہیں اور عوام کو درپیش مسائل کے حل کیلئے تمام متعلقہ محکموں کو ہدایات جاری کر دی گئی ہیں۔ اس موقع پر انہوں نے کہا کہ ترقیاتی منصوبوں کی بروقت تکمیل حکومت کی اولین ترجیح ہے اور اس سلسلے میں کسی قسم کی غفلت برداشت نہیں کی جائے گی۔ اجلاس میں متعلقہ افسران نے شرکت کی اور مختلف امور پر تفصیلی بریفنگ دی گئی۔ شہریوں نے حکومت کے اس اقدام کو سراہتے ہوئے امید ظاہر کی ہے کہ اس سے علاقے میں ترقی کے نئے دور کا آغاز ہوگا۔ ضلعی انتظامیہ کے ساتھ مل کر صوبائی حکومت کے احکامات پر عملدرآمد یقینی بنانے کیلئے اقدامات کئے جا رہے ہیں اور عوام کو درپیش مسائل کے حل کیلئے تمام متعلقہ محکموں (1030, 1580, 1192, 1911)
continuation-number: بقیہ 16 (939, 555, 1021, 585)
continuation-heading (10, 1593, 172, 1625)
continuation-article (181, 522, 342, 601)
continuation-keyword: تبادلہ (182, 1122, 259, 1152)
continuation-keyword: نوجوانوں (692, 1130, 769, 1160)
continuation-heading (1201, 2443, 1362, 2475)
continuation-article (860, 551, 1022, 792)
continuation-keyword: نعت اللہ (862, 799, 939, 829)
continuation-number: بقیہ 14 (1109, 2265, 1191, 2295)
article-text: ضلعی انتظامیہ کے ساتھ مل کر صوبائی حکومت کے احکامات پر عملدرآمد یقینی بنانے کیلئے اقدامات کئے جا رہے ہیں اور عوام کو درپیش مسائل کے حل کیلئے تمام متعلقہ محکموں کو ہدایات جاری کر دی گئی ہیں۔ اس موقع پر انہوں نے کہا کہ ترقیاتی منصوبوں کی بروقت تکمیل حکومت کی اولین ترجیح ہے اور اس سلسلے میں کسی قسم کی غفلت برداشت نہیں کی جائے گی۔ اجلاس میں (180, 2174, 342, 2346)
article-text: ضلعی انتظامیہ کے ساتھ مل کر صوبائی حکومت کے احکامات پر عملدرآمد یقینی بنانے کیلئے اقدامات کئے جا رہے ہیں اور عوام کو درپیش مسائل کے حل کیلئے تمام متعلقہ محکموں کو ہدایات جاری کر دی گئی ہیں۔ اس موقع پر انہوں نے کہا کہ ترقیاتی منصوبوں کی بروقت تکمیل حکومت کی اولین ترجیح ہے اور اس سلسلے (180, 971, 342, 1114)
column-5 (516, 30, 686, 2554)
continuation-number: بقیہ 18 (939, 1130, 1021, 1160)
continuation-article (691, 1834, 852, 1985)
continuation-keyword: سالوں (11, 613, 89, 643)
continuation-keyword: جنگلات (1032, 898, 1109, 928)
article-text: ضلعی انتظامیہ کے ساتھ مل کر صوبائی حکومت کے احکامات پر عملدرآمد یقینی بنانے کیلئے اقدامات کئے جا رہے ہیں اور عوام کو درپیش مسائل کے حل کیلئے تمام متعلقہ محکموں کو ہدایات جاری کر دی گئی ہیں۔ اس موقع پر انہوں نے کہا کہ ترقیاتی منصوبوں کی بروقت تکمیل حکومت کی اولین ترجیح ہے اور اس سلسلے میں کسی قسم کی غفلت برداشت نہیں کی جائے گی۔ اجلاس میں متعلقہ افسران نے شرکت کی اور مختلف امور پر تفصیلی بریفنگ دی گئی۔ شہریوں نے حکومت کے اس اقدام کو سراہتے ہوئے امید ظاہر کی ہے کہ اس سے علاقے میں ترقی کے نئے دور کا آغاز (690, 618, 852, 877)
article-text: ضلعی انتظامیہ کے ساتھ مل کر صوبائی حکومت کے احکامات پر عملدرآمد یقینی بنانے کیلئے اقدامات کئے جا رہے ہیں اور عوام کو درپیش مسائل کے حل کیلئے تمام متعلقہ محکموں کو ہدایات جاری کر دی گئی ہیں۔ اس موقع پر انہوں نے کہا کہ ترقیاتی منصوبوں کی بروقت تکمیل حکومت کی اولین ترجیح ہے اور اس سلسلے میں کسی قسم کی غفلت برداشت نہیں کی جائے گی۔ اجلاس میں متعلقہ افسران نے شرکت کی اور مختلف امور پر تفصیلی بریفنگ دی گئی۔ شہریوں نے حکومت کے اس اقدام کو سراہتے ہوئے امید ظاہر کی ہے کہ اس سے علاقے میں ترقی کے نئے دور کا آغاز ہوگا۔ ضلعی انتظامیہ کے ساتھ مل کر صوبائی حکومت کے احکامات پر عملدرآمد یقینی بنانے کیلئے اقدامات کئے جا رہے ہیں اور عوام کو درپیش مسائل کے حل کیلئے تمام متعلقہ محکموں کو ہدایات جاری کر دی گئی ہیں۔ اس موقع پر انہوں نے کہا کہ ترقیاتی منصوبوں کی بروقت تکمیل حکومت کی اولین ترجیح ہے اور اس سلسلے میں کسی قسم کی غفلت برداشت نہیں کی جائے گی۔ اجلاس میں متعلقہ افسران نے شرکت کی اور مختلف امور پر تفصیلی بریفنگ دی گئی۔ شہریوں نے حکومت کے اس اقدام کو سراہتے (860, 70, 1022, 546)
continuation-article (691, 1590, 852, 1828)
continuation-heading (1201, 2359, 1362, 2391)
continuation-keyword: ڈگریاں (1032, 1301, 1109, 1331)
article-text: ضلعی انتظامیہ کے ساتھ مل کر صوبائی حکومت کے احکامات پر عملدرآمد یقینی بنانے کیلئے اقدامات کئے جا رہے ہیں اور عوام کو درپیش مسائل کے حل کیلئے تمام متعلقہ محکموں کو ہدایات جاری کر دی گئی ہیں۔ اس موقع پر انہوں نے کہا کہ ترقیاتی منصوبوں کی بروقت تکمیل حکومت کی اولین ترجیح ہے اور اس سلسلے میں کسی قسم کی غفلت برداشت نہیں کی جائے گی۔ اجلاس میں متعلقہ افسران نے شرکت کی اور مختلف امور پر تفصیلی بریفنگ دی گئی۔ شہریوں نے حکومت کے اس اقدام کو سراہتے ہوئے امید ظاہر کی ہے کہ اس سے علاقے میں ترقی کے نئے دور کا آغاز ہوگا۔ ضلعی انتظامیہ کے ساتھ مل کر صوبائی حکومت کے احکامات پر عملدرآمد یقینی بنانے کیلئے اقدامات کئے جا رہے ہیں اور عوام کو درپیش مسائل کے حل کیلئے تمام متعلقہ محکموں کو ہدایات جاری کر دی گئی ہیں۔ اس موقع پر انہوں نے کہا کہ ترقیاتی منصوبوں کی بروقت تکمیل حکومت کی اولین ترجیح ہے اور اس سلسلے میں کسی قسم کی غفلت برداشت نہیں کی جائے گی۔ اجلاس میں متعلقہ افسران نے شرکت کی اور مختلف امور پر تفصیلی بریفنگ دی گئی۔ شہریوں نے حکومت کے اس اقدام کو سراہتے ہوئے امید ظاہر کی ہے کہ اس سے علاقے میں ترقی کے نئے دور (690, 70, 852, 575)
continuation-article (1201, 856, 1362, 2254)
article-text: ضلعی انتظامیہ کے ساتھ مل کر صوبائی حکومت کے احکامات پر عملدرآمد یقینی بنانے کیلئے اقدامات کئے جا رہے ہیں اور عوام کو درپیش مسائل کے حل کیلئے تمام متعلقہ محکموں کو ہدایات جاری کر دی گئی ہیں۔ اس موقع پر انہوں نے کہا کہ ترقیاتی منصوبوں کی بروقت تکمیل حکومت کی اولین ترجیح ہے اور اس سلسلے میں کسی قسم کی غفلت برداشت نہیں کی جائے گی۔ اجلاس میں متعلقہ افسران نے شرکت کی اور مختلف امور پر تفصیلی بریفنگ دی گئی۔ شہریوں نے حکومت کے اس اقدام کو سراہتے ہوئے امید ظاہر کی ہے کہ اس سے علاقے میں ترقی کے نئے دور کا آغاز ہوگا۔ ضلعی انتظامیہ کے ساتھ مل کر صوبائی حکومت کے احکامات پر عملدرآمد یقینی بنانے کیلئے اقدامات کئے جا رہے ہیں اور عوام کو درپیش مسائل کے حل کیلئے تمام متعلقہ محکموں کو ہدایات جاری کر دی گئی ہیں۔ اس موقع پر انہوں نے کہا کہ ترقیاتی منصوبوں کی بروقت تکمیل حکومت کی اولین ترجیح ہے (1030, 285, 1192, 674)
continuation-heading (181, 1551, 342, 1583)
continuation-keyword: کلام (522, 1850, 599, 1880)
continuation-keyword: انتظامیہ (1202, 2444, 1279, 2474)
continuation-keyword: تقرریاں (1202, 2261, 1279, 2291)
article-text: ضلعی انتظامیہ کے ساتھ مل کر صوبائی حکومت کے احکامات پر عملدرآمد یقینی بنانے کیلئے اقدامات کئے جا رہے ہیں اور عوام کو درپیش مسائل کے حل کیلئے تمام متعلقہ محکموں کو ہدایات جاری کر دی گئی ہیں۔ اس موقع پر انہوں نے کہا کہ ترقیاتی منصوبوں کی بروقت تکمیل حکومت کی اولین ترجیح ہے اور اس سلسلے میں کسی قسم کی غفلت برداشت نہیں کی جائے گی۔ اجلاس میں متعلقہ افسران نے شرکت کی اور مختلف امور پر تفصیلی بریفنگ (690, 1626, 852, 1827)
article-text: ضلعی انتظامیہ کے ساتھ مل کر صوبائی حکومت کے احکامات پر عملدرآمد یقینی بنانے کیلئے اقدامات کئے جا رہے ہیں اور عوام کو درپیش مسائل کے حل کیلئے تمام متعلقہ محکموں کو ہدایات جاری کر دی گئی ہیں۔ اس موقع پر انہوں نے کہا کہ ترقیاتی منصوبوں کی بروقت تکمیل حکومت کی اولین ترجیح ہے اور اس سلسلے میں کسی قسم کی غفلت برداشت نہیں کی جائے گی۔ اجلاس میں متعلقہ افسران نے شرکت کی اور مختلف امور پر تفصیلی بریفنگ دی گئی۔ شہریوں نے حکومت کے اس اقدام کو سراہتے ہوئے امید ظاہر کی ہے کہ اس سے علاقے میں ترقی کے نئے دور کا آغاز ہوگا۔ ضلعی انتظامیہ کے ساتھ مل کر صوبائی حکومت کے احکامات پر عملدرآمد یقینی بنانے کیلئے اقدامات کئے جا رہے ہیں اور عوام کو درپیش مسائل کے حل کیلئے تمام متعلقہ محکموں کو ہدایات جاری کر دی گئی ہیں۔ اس موقع پر انہوں نے کہا کہ ترقیاتی منصوبوں کی بروقت تکمیل حکومت کی اولین ترجیح ہے اور اس سلسلے میں کسی قسم کی غفلت برداشت نہیں کی جائے گی۔ اجلاس میں متعلقہ افسران نے شرکت کی اور مختلف امور پر تفصیلی بریفنگ دی گئی۔ شہریوں نے حکومت کے اس اقدام کو سراہتے ہوئے امید ظاہر کی ہے کہ اس سے علاقے میں ترقی کے نئے دور کا آغاز ہوگا۔ ضلعی انتظامیہ کے ساتھ مل کر صوبائی حکومت (10, 70, 172, 604)
